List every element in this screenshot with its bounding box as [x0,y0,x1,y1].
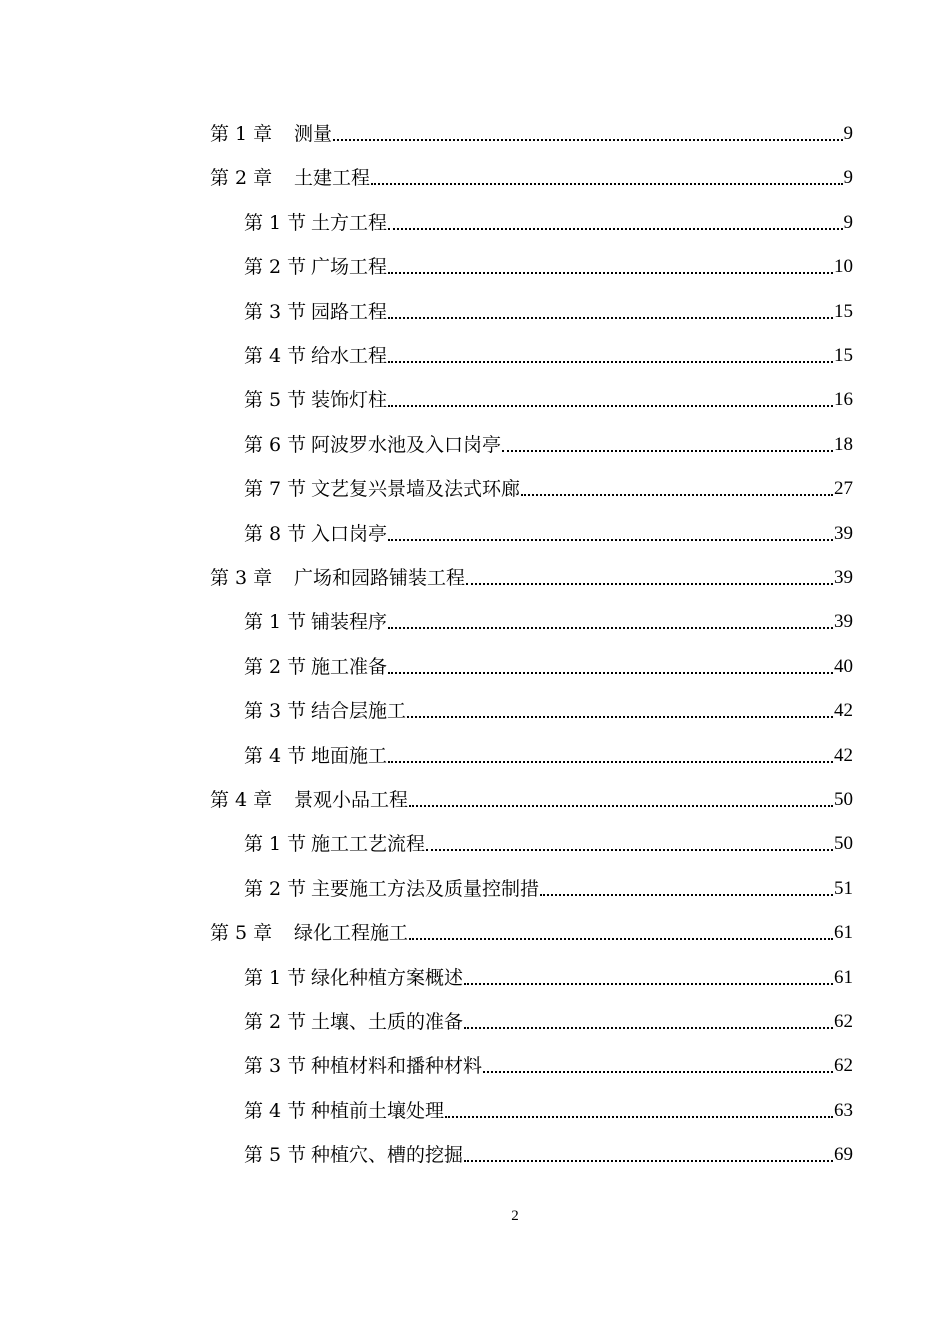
toc-section-row[interactable] [244,1004,853,1034]
toc-section-row[interactable] [244,382,853,412]
toc-entry-title: 种植穴、槽的挖掘 [311,1144,464,1167]
toc-entry-page: 18 [834,433,853,455]
toc-entry-title: 文艺复兴景墙及法式环廊 [311,478,521,501]
toc-dot-leader [483,1070,833,1073]
toc-section-row[interactable] [244,693,853,723]
toc-entry-title: 广场和园路铺装工程 [294,567,466,589]
toc-entry-title: 地面施工 [311,744,388,767]
toc-dot-leader [388,360,833,363]
toc-chapter-row[interactable] [210,782,853,812]
toc-entry-number: 第 1 节 [244,833,307,856]
toc-entry-page: 39 [834,522,853,544]
toc-chapter-row[interactable] [210,560,853,590]
toc-dot-leader [464,1026,833,1029]
toc-dot-leader [388,316,833,319]
toc-entry-number: 第 3 章 [210,567,273,589]
toc-entry-page: 9 [843,123,853,144]
toc-entry-title: 主要施工方法及质量控制措 [311,877,540,900]
toc-dot-leader [445,1115,833,1118]
toc-dot-leader [540,893,833,896]
toc-section-row[interactable] [244,604,853,634]
toc-entry-number: 第 4 节 [244,744,307,767]
toc-entry-page: 39 [834,567,853,588]
toc-entry-title: 绿化种植方案概述 [311,966,464,989]
toc-entry-page: 63 [834,1099,853,1121]
toc-dot-leader [388,626,833,629]
toc-entry-title: 铺装程序 [311,611,388,634]
toc-entry-title: 给水工程 [311,345,388,367]
toc-entry-number: 第 3 节 [244,300,307,323]
toc-dot-leader [388,404,833,407]
toc-entry-number: 第 8 节 [244,522,307,545]
toc-entry-number: 第 6 节 [244,433,307,456]
toc-dot-leader [388,760,833,763]
toc-entry-page: 15 [834,345,853,366]
toc-entry-number: 第 5 节 [244,389,307,412]
toc-dot-leader [466,582,833,585]
toc-entry-page: 62 [834,1011,853,1032]
toc-entry-title: 装饰灯柱 [311,389,388,412]
toc-chapter-row[interactable] [210,915,853,945]
toc-entry-page: 50 [834,789,853,810]
toc-section-row[interactable] [244,960,853,990]
toc-entry-title: 种植前土壤处理 [311,1099,445,1122]
toc-entry-page: 9 [843,211,853,233]
toc-entry-number: 第 2 节 [244,1011,307,1033]
toc-section-row[interactable] [244,294,853,324]
toc-entry-number: 第 2 节 [244,655,307,678]
toc-entry-number: 第 3 节 [244,700,307,723]
toc-entry-number: 第 1 章 [210,123,273,145]
toc-dot-leader [409,937,833,940]
toc-entry-page: 61 [834,966,853,988]
toc-entry-page: 15 [834,300,853,322]
toc-entry-title: 土方工程 [311,211,388,234]
toc-dot-leader [388,671,833,674]
toc-section-row[interactable] [244,871,853,901]
toc-dot-leader [371,182,842,185]
toc-dot-leader [464,982,833,985]
toc-entry-number: 第 7 节 [244,478,307,501]
toc-entry-number: 第 2 章 [210,167,273,190]
toc-section-row[interactable] [244,471,853,501]
toc-dot-leader [388,227,842,230]
toc-dot-leader [388,538,833,541]
toc-section-row[interactable] [244,205,853,235]
toc-entry-page: 40 [834,655,853,677]
toc-entry-title: 景观小品工程 [294,789,409,811]
toc-entry-title: 绿化工程施工 [294,922,409,945]
toc-dot-leader [409,804,833,807]
toc-section-row[interactable] [244,1048,853,1078]
toc-dot-leader [502,449,833,452]
toc-entry-number: 第 4 节 [244,1099,307,1122]
toc-entry-page: 42 [834,744,853,766]
toc-entry-page: 27 [834,478,853,500]
toc-section-row[interactable] [244,1093,853,1123]
toc-chapter-row[interactable] [210,160,853,190]
toc-entry-number: 第 1 节 [244,966,307,989]
toc-entry-title: 测量 [294,123,333,145]
toc-entry-page: 10 [834,256,853,278]
toc-entry-page: 42 [834,700,853,722]
toc-entry-number: 第 3 节 [244,1055,307,1078]
toc-entry-title: 入口岗亭 [311,522,388,545]
toc-entry-title: 土壤、土质的准备 [311,1011,464,1033]
toc-entry-page: 51 [834,877,853,899]
toc-section-row[interactable] [244,516,853,546]
toc-dot-leader [464,1159,833,1162]
toc-section-row[interactable] [244,427,853,457]
toc-entry-title: 施工工艺流程 [311,833,426,856]
toc-entry-title: 广场工程 [311,256,388,279]
toc-dot-leader [521,493,833,496]
toc-entry-number: 第 4 章 [210,789,273,811]
toc-section-row[interactable] [244,338,853,368]
toc-entry-number: 第 1 节 [244,211,307,234]
toc-section-row[interactable] [244,826,853,856]
toc-entry-page: 39 [834,611,853,633]
toc-entry-title: 施工准备 [311,655,388,678]
toc-section-row[interactable] [244,249,853,279]
toc-entry-number: 第 4 节 [244,345,307,367]
toc-entry-page: 50 [834,833,853,855]
toc-dot-leader [333,138,842,141]
toc-section-row[interactable] [244,738,853,768]
toc-dot-leader [388,271,833,274]
toc-entry-page: 16 [834,389,853,411]
toc-entry-number: 第 1 节 [244,611,307,634]
page-number: 2 [511,1208,519,1224]
toc-entry-page: 61 [834,922,853,944]
toc-entry-title: 土建工程 [294,167,371,190]
toc-entry-number: 第 2 节 [244,256,307,279]
toc-entry-number: 第 2 节 [244,877,307,900]
toc-dot-leader [407,715,833,718]
toc-entry-page: 62 [834,1055,853,1077]
toc-section-row[interactable] [244,1137,853,1167]
toc-entry-title: 种植材料和播种材料 [311,1055,483,1078]
toc-entry-number: 第 5 章 [210,922,273,945]
toc-entry-title: 结合层施工 [311,700,407,723]
toc-entry-page: 9 [843,167,853,189]
toc-section-row[interactable] [244,649,853,679]
toc-entry-number: 第 5 节 [244,1144,307,1167]
toc-entry-title: 园路工程 [311,300,388,323]
toc-chapter-row[interactable] [210,116,853,146]
toc-entry-page: 69 [834,1144,853,1166]
toc-entry-title: 阿波罗水池及入口岗亭 [311,433,502,456]
toc-dot-leader [426,848,833,851]
